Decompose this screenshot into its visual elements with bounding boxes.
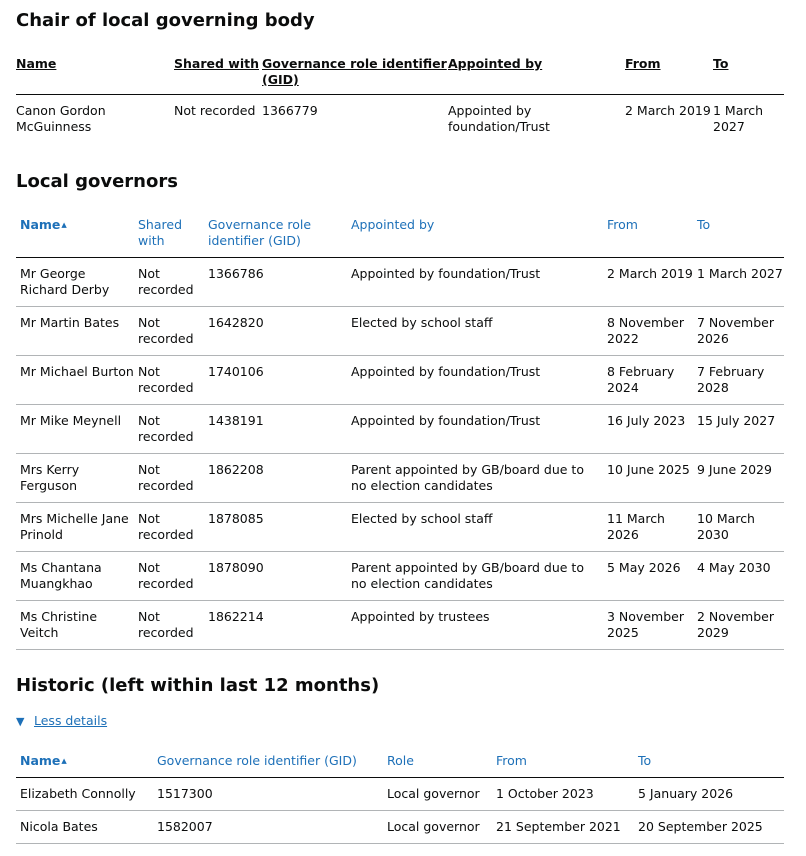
- sort-by-role-button[interactable]: Role: [383, 745, 492, 778]
- table-row: [16, 405, 784, 454]
- triangle-down-icon: ▼: [16, 715, 25, 728]
- table-row: [16, 552, 784, 601]
- cell-shared: Not recorded: [134, 601, 204, 650]
- cell-gid: 1740106: [204, 356, 347, 405]
- cell-to: 2 November 2029: [693, 601, 784, 650]
- cell-appointed: Elected by school staff: [347, 307, 603, 356]
- local-governors-heading: Local governors: [16, 171, 178, 192]
- cell-shared: Not recorded: [134, 552, 204, 601]
- sort-by-shared-with-button[interactable]: Shared with: [134, 209, 204, 258]
- cell-shared: Not recorded: [134, 503, 204, 552]
- cell-from: 3 November 2025: [603, 601, 693, 650]
- col-from: From: [625, 56, 713, 95]
- cell-name: Nicola Bates: [16, 811, 153, 844]
- cell-to: 20 September 2025: [634, 811, 784, 844]
- cell-from: 21 September 2021: [492, 811, 634, 844]
- cell-gid: 1862208: [204, 454, 347, 503]
- cell-to: 9 June 2029: [693, 454, 784, 503]
- cell-to: 5 January 2026: [634, 778, 784, 811]
- less-details-link[interactable]: Less details: [34, 713, 108, 728]
- cell-gid: 1642820: [204, 307, 347, 356]
- sort-by-from-button[interactable]: From: [603, 209, 693, 258]
- cell-shared: Not recorded: [134, 258, 204, 307]
- cell-shared: Not recorded: [134, 405, 204, 454]
- cell-gid: 1878085: [204, 503, 347, 552]
- cell-to: 4 May 2030: [693, 552, 784, 601]
- cell-name: Mr Martin Bates: [16, 307, 134, 356]
- sort-by-name-button[interactable]: [16, 209, 134, 258]
- cell-shared: Not recorded: [134, 356, 204, 405]
- table-row: [16, 95, 784, 136]
- cell-from: 11 March 2026: [603, 503, 693, 552]
- historic-table: [16, 745, 784, 844]
- local-governors-table: [16, 209, 784, 650]
- cell-to: 7 February 2028: [693, 356, 784, 405]
- cell-appointed: Parent appointed by GB/board due to no election candidates: [347, 552, 603, 601]
- sort-by-gid-button[interactable]: Governance role identifier (GID): [153, 745, 383, 778]
- cell-to: 1 March 2027: [693, 258, 784, 307]
- table-row: [16, 356, 784, 405]
- sort-by-to-button[interactable]: To: [693, 209, 784, 258]
- cell-name: Canon Gordon McGuinness: [16, 103, 106, 134]
- cell-gid: 1366786: [204, 258, 347, 307]
- col-shared-with: Shared with: [174, 56, 262, 95]
- cell-name: Elizabeth Connolly: [16, 778, 153, 811]
- sort-by-appointed-by-button[interactable]: Appointed by: [347, 209, 603, 258]
- table-row: [16, 307, 784, 356]
- cell-appointed: Appointed by foundation/Trust: [448, 103, 550, 134]
- cell-from: 1 October 2023: [492, 778, 634, 811]
- sort-by-from-button[interactable]: From: [492, 745, 634, 778]
- cell-from: 2 March 2019: [603, 258, 693, 307]
- cell-role: Local governor: [383, 811, 492, 844]
- cell-to: 15 July 2027: [693, 405, 784, 454]
- cell-appointed: Appointed by trustees: [347, 601, 603, 650]
- cell-appointed: Appointed by foundation/Trust: [347, 356, 603, 405]
- cell-shared: Not recorded: [174, 103, 256, 118]
- cell-name: Mrs Kerry Ferguson: [16, 454, 134, 503]
- details-toggle[interactable]: [16, 713, 107, 730]
- col-gid: Governance role identifier (GID): [262, 56, 448, 95]
- table-row: [16, 503, 784, 552]
- sort-ascending-icon: ▲: [61, 221, 67, 229]
- col-to: To: [713, 56, 784, 95]
- sort-by-name-button[interactable]: [16, 745, 153, 778]
- cell-shared: Not recorded: [134, 454, 204, 503]
- cell-name: Mr Michael Burton: [16, 356, 134, 405]
- cell-from: 8 February 2024: [603, 356, 693, 405]
- cell-appointed: Appointed by foundation/Trust: [347, 405, 603, 454]
- cell-gid: 1862214: [204, 601, 347, 650]
- cell-gid: 1878090: [204, 552, 347, 601]
- cell-from: 8 November 2022: [603, 307, 693, 356]
- col-name-label: Name: [20, 753, 61, 768]
- cell-appointed: Parent appointed by GB/board due to no election candidates: [347, 454, 603, 503]
- cell-to: 7 November 2026: [693, 307, 784, 356]
- sort-ascending-icon: ▲: [61, 757, 67, 765]
- table-row: [16, 258, 784, 307]
- cell-gid: 1517300: [153, 778, 383, 811]
- table-row: [16, 454, 784, 503]
- cell-name: Ms Chantana Muangkhao: [16, 552, 134, 601]
- cell-from: 10 June 2025: [603, 454, 693, 503]
- cell-name: Mrs Michelle Jane Prinold: [16, 503, 134, 552]
- sort-by-gid-button[interactable]: Governance role identifier (GID): [204, 209, 347, 258]
- table-row: [16, 778, 784, 811]
- local-header-row: [16, 209, 784, 258]
- cell-from: 16 July 2023: [603, 405, 693, 454]
- table-row: [16, 811, 784, 844]
- chair-header-row: [16, 56, 784, 95]
- cell-gid: 1582007: [153, 811, 383, 844]
- sort-by-to-button[interactable]: To: [634, 745, 784, 778]
- col-appointed-by: Appointed by: [448, 56, 625, 95]
- cell-name: Mr George Richard Derby: [16, 258, 134, 307]
- cell-appointed: Appointed by foundation/Trust: [347, 258, 603, 307]
- cell-appointed: Elected by school staff: [347, 503, 603, 552]
- cell-from: 2 March 2019: [625, 103, 711, 118]
- cell-name: Ms Christine Veitch: [16, 601, 134, 650]
- table-row: [16, 601, 784, 650]
- cell-to: 1 March 2027: [713, 103, 764, 134]
- cell-shared: Not recorded: [134, 307, 204, 356]
- cell-gid: 1438191: [204, 405, 347, 454]
- col-name-label: Name: [20, 217, 61, 232]
- col-name: Name: [16, 56, 174, 95]
- historic-header-row: [16, 745, 784, 778]
- cell-to: 10 March 2030: [693, 503, 784, 552]
- chair-heading: Chair of local governing body: [16, 10, 315, 31]
- cell-from: 5 May 2026: [603, 552, 693, 601]
- cell-gid: 1366779: [262, 103, 318, 118]
- chair-table: [16, 56, 784, 135]
- historic-heading: Historic (left within last 12 months): [16, 675, 380, 696]
- cell-name: Mr Mike Meynell: [16, 405, 134, 454]
- cell-role: Local governor: [383, 778, 492, 811]
